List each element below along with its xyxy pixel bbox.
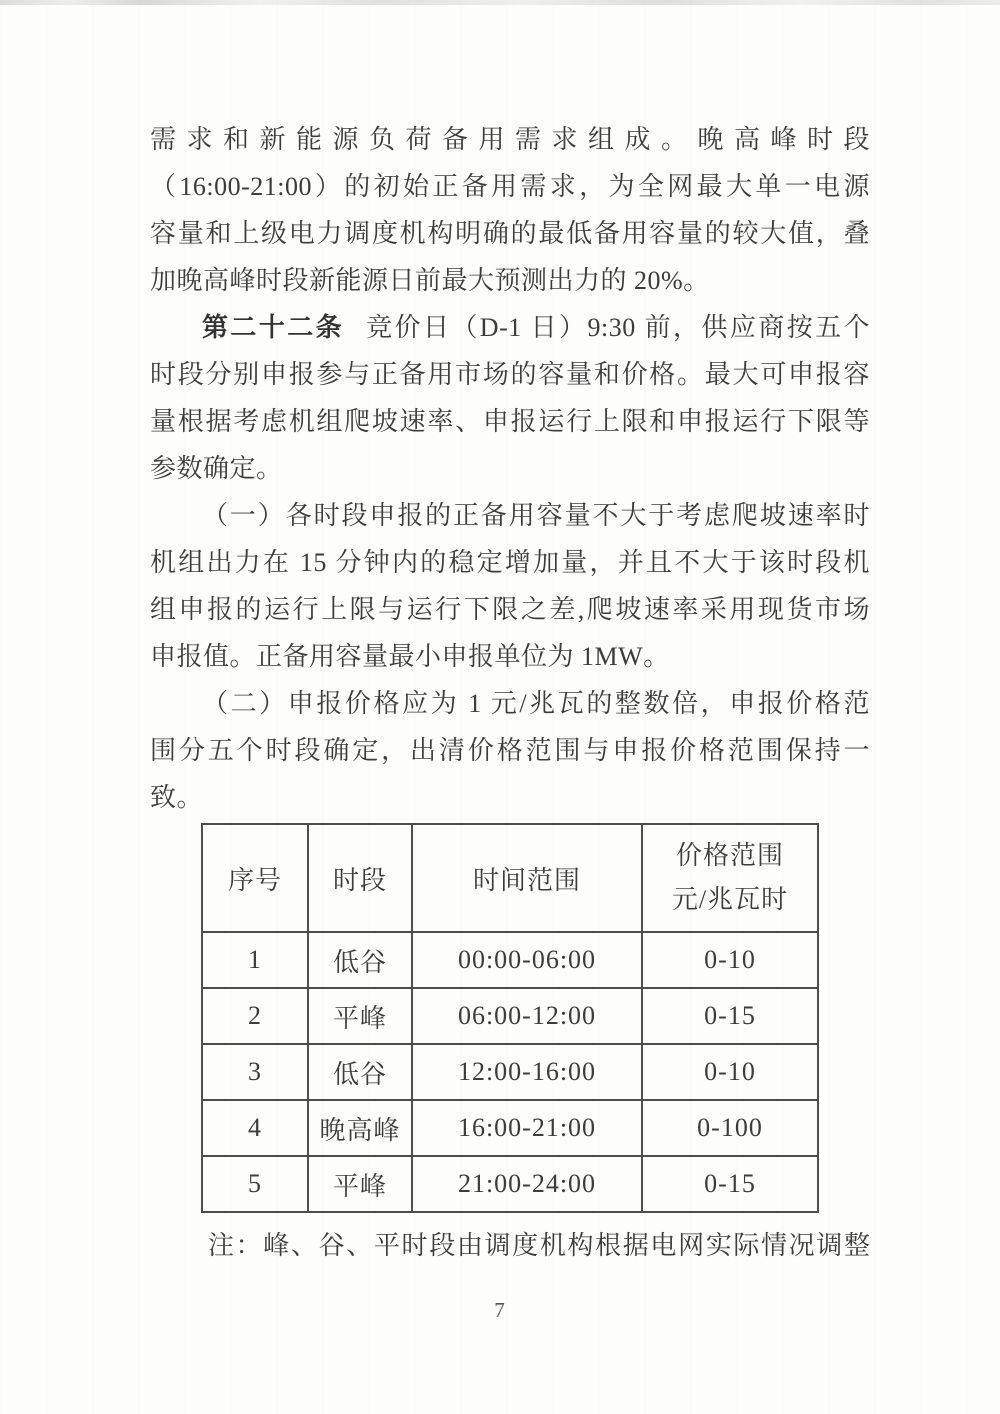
cell-time-range: 21:00-24:00 [412, 1156, 642, 1212]
header-time-range: 时间范围 [412, 824, 642, 932]
cell-time-range: 06:00-12:00 [412, 988, 642, 1044]
paragraph-line [150, 304, 870, 351]
cell-price-range: 0-100 [642, 1100, 818, 1156]
cell-period: 平峰 [308, 1156, 412, 1212]
cell-no: 5 [202, 1156, 308, 1212]
paragraph-line: （一）各时段申报的正备用容量不大于考虑爬坡速率时 [202, 501, 870, 530]
paragraph-line: 参数确定。 [150, 454, 283, 483]
page-number: 7 [494, 1298, 506, 1322]
paragraph-line: 申报值。正备用容量最小申报单位为 1MW。 [150, 642, 670, 671]
table-row [202, 1156, 818, 1212]
cell-no: 3 [202, 1044, 308, 1100]
cell-period: 低谷 [308, 932, 412, 988]
paragraph-line: 需求和新能源负荷备用需求组成。晚高峰时段 [150, 125, 870, 154]
table-header-row [202, 824, 818, 932]
cell-price-range: 0-15 [642, 988, 818, 1044]
paragraph-line: 机组出力在 15 分钟内的稳定增加量，并且不大于该时段机 [150, 548, 870, 577]
cell-price-range: 0-15 [642, 1156, 818, 1212]
table-row [202, 932, 818, 988]
header-price-range [642, 824, 818, 932]
table-row [202, 988, 818, 1044]
cell-no: 2 [202, 988, 308, 1044]
header-period: 时段 [308, 824, 412, 932]
cell-price-range: 0-10 [642, 1044, 818, 1100]
price-range-table [201, 823, 819, 1213]
paragraph-line: 组申报的运行上限与运行下限之差,爬坡速率采用现货市场 [150, 595, 870, 624]
article-text: 竞价日（D-1 日）9:30 前，供应商按五个 [366, 313, 870, 342]
paragraph-line: 围分五个时段确定，出清价格范围与申报价格范围保持一 [150, 736, 870, 765]
table-row [202, 1044, 818, 1100]
table-row [202, 1100, 818, 1156]
cell-time-range: 00:00-06:00 [412, 932, 642, 988]
cell-no: 4 [202, 1100, 308, 1156]
paragraph-line: （16:00-21:00）的初始正备用需求，为全网最大单一电源 [150, 172, 870, 201]
paragraph-line: （二）申报价格应为 1 元/兆瓦的整数倍，申报价格范 [202, 689, 870, 718]
cell-price-range: 0-10 [642, 932, 818, 988]
cell-no: 1 [202, 932, 308, 988]
paragraph-line: 容量和上级电力调度机构明确的最低备用容量的较大值，叠 [150, 219, 870, 248]
paragraph-line: 加晚高峰时段新能源日前最大预测出力的 20%。 [150, 266, 710, 295]
header-price-range-title: 价格范围 [675, 841, 784, 870]
cell-period: 低谷 [308, 1044, 412, 1100]
cell-time-range: 12:00-16:00 [412, 1044, 642, 1100]
header-no: 序号 [202, 824, 308, 932]
paragraph-line: 时段分别申报参与正备用市场的容量和价格。最大可申报容 [150, 360, 870, 389]
table-note: 注：峰、谷、平时段由调度机构根据电网实际情况调整 [208, 1231, 870, 1260]
cell-time-range: 16:00-21:00 [412, 1100, 642, 1156]
scan-edge-artifact [0, 0, 1000, 5]
article-number: 第二十二条 [202, 313, 345, 342]
header-price-range-unit: 元/兆瓦时 [671, 885, 789, 914]
paragraph-line: 量根据考虑机组爬坡速率、申报运行上限和申报运行下限等 [150, 407, 870, 436]
cell-period: 平峰 [308, 988, 412, 1044]
paragraph-line: 致。 [150, 783, 204, 812]
cell-period: 晚高峰 [308, 1100, 412, 1156]
page-content [150, 116, 870, 1263]
